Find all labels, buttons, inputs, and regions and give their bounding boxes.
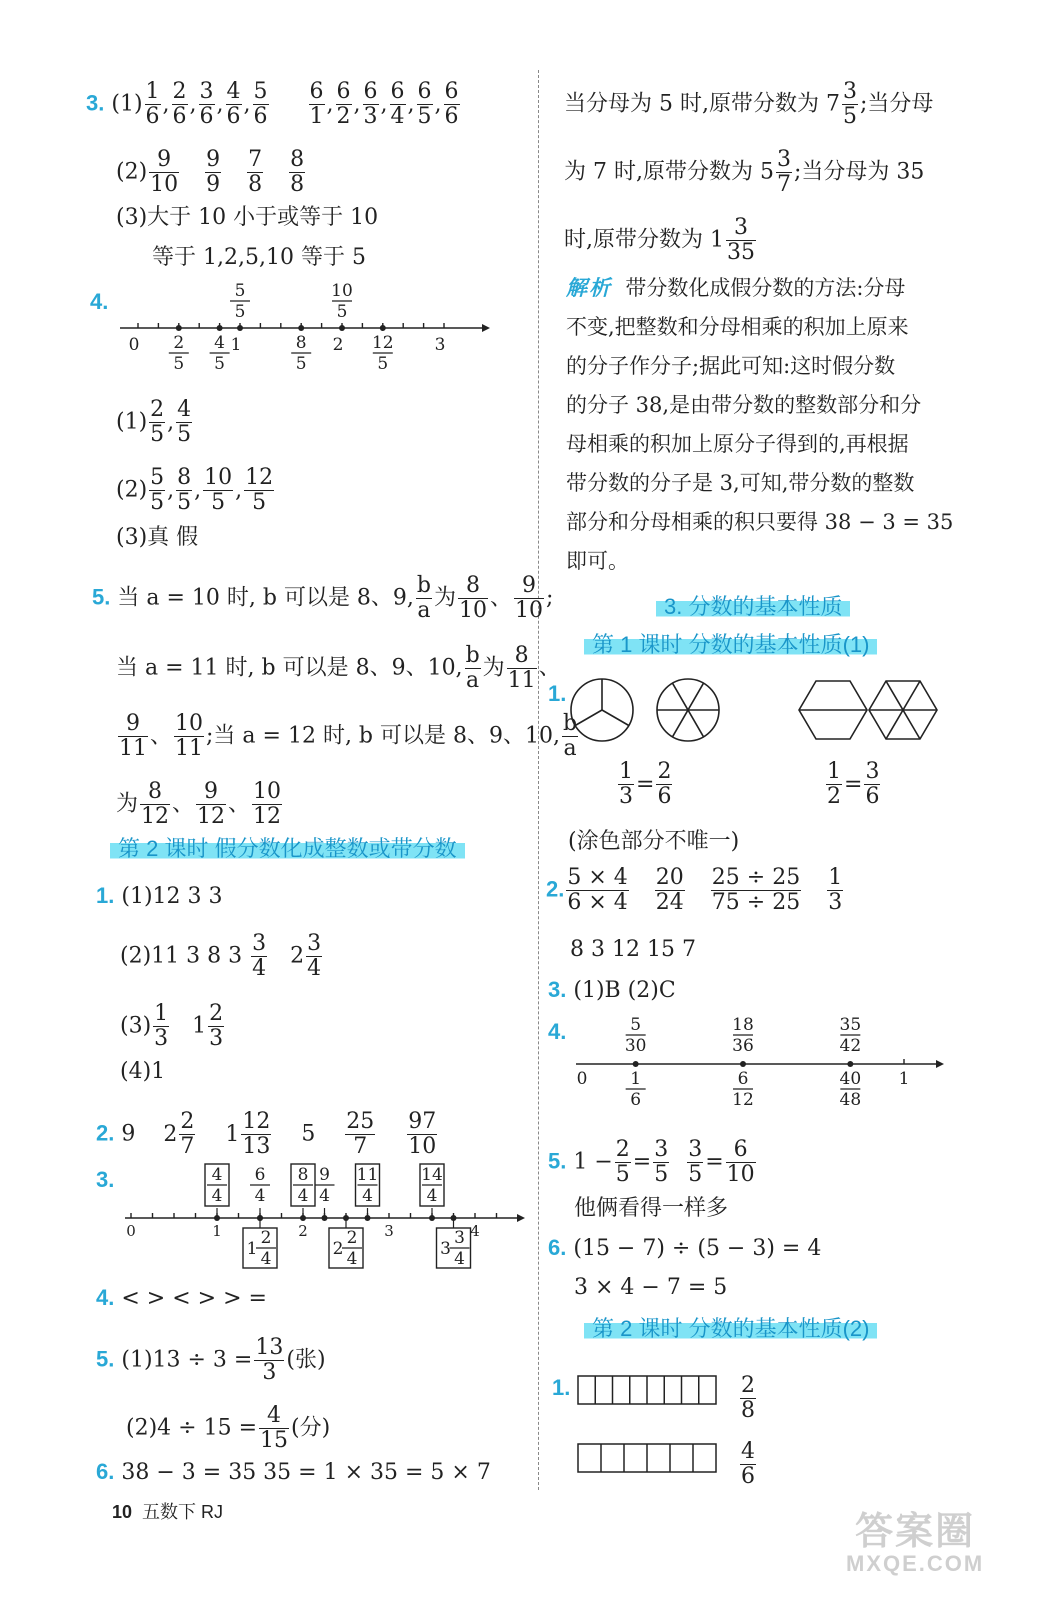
fraction: $\frac{5}{6}$ [253, 79, 268, 129]
r5-conclusion: 他俩看得一样多 [574, 1195, 729, 1220]
fraction: $\frac{3}{5}$ [842, 79, 857, 129]
tick-label: 1 [212, 1222, 222, 1240]
fraction: $\frac{b}{a}$ [562, 711, 578, 761]
r1-note: (涂色部分不唯一) [568, 829, 740, 854]
mixed-whole: 3 [440, 1239, 451, 1259]
label-below-numerator: 4 [214, 333, 226, 353]
fraction: $\frac{4}{6}$ [741, 1439, 755, 1489]
fraction-list: $\frac{1}{6}$ , $\frac{2}{6}$ , $\frac{3}{6}$ , $\frac{4}{6}$ , $\frac{5}{6}$ [145, 79, 268, 129]
label-above-denominator: 30 [624, 1036, 647, 1056]
label-above-denominator: 4 [362, 1186, 373, 1206]
hexagon-halves [799, 681, 867, 739]
label-above-denominator: 42 [839, 1036, 862, 1056]
r1-shapes [566, 672, 956, 748]
l2q3-number-line [115, 1160, 535, 1272]
label-below-numerator: 12 [371, 333, 394, 353]
analysis-line: 即可。 [566, 549, 629, 573]
page-footer [112, 1498, 223, 1526]
q4-part2: (2) $\frac{5}{5}$ , $\frac{8}{5}$ , $\frac{10}{5}$ , $\frac{12}{5}$ [116, 466, 276, 515]
point [214, 1215, 220, 1221]
r4-number-line [568, 1012, 958, 1120]
r7-grids [574, 1372, 724, 1482]
analysis-line: 解析 带分数化成假分数的方法:分母 [566, 275, 906, 300]
tick-label: 1 [230, 335, 242, 355]
label-above-denominator: 4 [319, 1186, 330, 1206]
fraction-list: $\frac{8}{10}$ 、 $\frac{9}{10}$ [459, 573, 544, 623]
analysis-line: 的分子作分子;据此可知:这时假分数 [566, 354, 896, 378]
label-above-numerator: 8 [297, 1165, 309, 1185]
analysis-line: 不变,把整数和分母相乘的积加上原来 [566, 315, 909, 339]
r5-equation: 5. 1 − $\frac{2}{5}$ = $\frac{3}{5}$ $\frac{3}{5}$ = $\frac{6}{10}$ [548, 1137, 755, 1187]
watermark-text: 答案圈 [855, 1511, 976, 1553]
q3-part3-line2: 等于 1,2,5,10 等于 5 [152, 245, 366, 270]
l2q5-part1: 5. (1)13 ÷ 3 = $\frac{13}{3}$ (张) [96, 1335, 326, 1385]
fraction: $\frac{97}{10}$ [408, 1109, 437, 1159]
analysis-line: 母相乘的积加上原分子得到的,再根据 [566, 432, 909, 456]
top-line2: 为 7 时,原带分数为 5 $\frac{3}{7}$ ;当分母为 35 [564, 147, 925, 197]
fraction: $\frac{3}{6}$ [865, 759, 880, 809]
fraction: $\frac{6}{1}$ [309, 79, 324, 129]
fraction: $\frac{7}{8}$ [248, 147, 263, 197]
mixed-number: 2 $\frac{2}{7}$ [163, 1109, 195, 1159]
r3: 3. (1)B (2)C [548, 977, 676, 1003]
fraction: $\frac{8}{10}$ [459, 573, 488, 623]
fraction: $\frac{3}{5}$ [654, 1137, 669, 1187]
point [298, 325, 304, 331]
mixed-whole: 1 [246, 1239, 258, 1259]
fraction-list: $\frac{5}{5}$ , $\frac{8}{5}$ , $\frac{10}{5}$ , $\frac{12}{5}$ [150, 465, 274, 515]
label-above-numerator: 6 [254, 1165, 266, 1185]
fraction: $\frac{9}{10}$ [150, 147, 179, 197]
l2q1-part1: 1. (1)12 3 3 [96, 883, 223, 909]
tick-label: 4 [470, 1222, 480, 1240]
tick-label: 2 [298, 1222, 308, 1240]
fraction: $\frac{2}{8}$ [741, 1373, 755, 1423]
label-above-denominator: 5 [336, 302, 348, 322]
label-above-numerator: 10 [331, 281, 353, 301]
label-below-numerator: 2 [173, 333, 185, 353]
l2q1-part3: (3) $\frac{1}{3}$ 1 $\frac{2}{3}$ [120, 1001, 224, 1051]
l2q6: 6. 38 − 3 = 35 35 = 1 × 35 = 5 × 7 [96, 1459, 491, 1485]
lesson2-right-title: 第 2 课时 分数的基本性质(2) [584, 1312, 877, 1343]
analysis-line: 带分数的分子是 3,可知,带分数的整数 [566, 471, 915, 495]
fraction: $\frac{8}{5}$ [177, 465, 192, 515]
lesson1-title: 第 1 课时 分数的基本性质(1) [584, 628, 877, 659]
point [429, 1215, 435, 1221]
analysis-block [566, 268, 976, 581]
fraction: $\frac{1}{2}$ [827, 759, 841, 809]
fraction: $\frac{8}{8}$ [290, 147, 305, 197]
fraction: $\frac{13}{3}$ [255, 1335, 284, 1385]
tick-label: 1 [898, 1069, 910, 1089]
fraction: $\frac{b}{a}$ [416, 573, 432, 623]
r1-eq1 [616, 760, 674, 809]
r6-line1: 6. (15 − 7) ÷ (5 − 3) = 4 [548, 1235, 822, 1261]
r2-fractions: 2. $\frac{5 \times 4}{6 \times 4}$ $\frac{20}{24}$ $\frac{25 \div 25}{75 \div 25}$ $\frac{1}{3}$ [546, 866, 845, 915]
tick-label: 0 [576, 1069, 588, 1089]
r1-eq2 [824, 760, 882, 809]
grid-eighths [578, 1376, 716, 1404]
label-above-numerator: 5 [234, 281, 246, 301]
fraction: $\frac{25 \div 25}{75 \div 25}$ [711, 865, 801, 915]
label-above-denominator: 5 [234, 302, 246, 322]
r6-line2: 3 × 4 − 7 = 5 [574, 1275, 728, 1300]
l2q3-number: 3. [96, 1167, 115, 1192]
label-above-numerator: 18 [732, 1015, 754, 1035]
fraction: $\frac{6}{3}$ [363, 79, 378, 129]
label-above-denominator: 4 [426, 1186, 438, 1206]
fraction: $\frac{9}{11}$ [119, 711, 147, 761]
fraction: $\frac{2}{5}$ [150, 397, 165, 447]
mixed-frac-numerator: 2 [346, 1228, 358, 1248]
mixed-frac-denominator: 4 [260, 1249, 272, 1269]
fraction: $\frac{12}{13}$ [242, 1109, 271, 1159]
fraction: $\frac{8}{12}$ [141, 779, 170, 829]
q3-part1: 3. (1) $\frac{1}{6}$ , $\frac{2}{6}$ , $\frac{3}{6}$ , $\frac{4}{6}$ , $\frac{5}{6}$ $\frac{6}{1}$ , $\frac{6}{2}$ , $\frac{6}{3}$ , $\frac{6}{4}$ , $\frac{6}{5}$ , $\frac{6}{6}$ [86, 80, 462, 129]
label-below-denominator: 5 [214, 354, 226, 374]
tick-label: 2 [332, 335, 344, 355]
fraction: $\frac{3}{4}$ [307, 931, 322, 981]
analysis-tag: 解析 [566, 275, 612, 300]
r7-frac2 [738, 1440, 758, 1489]
l2q2: 2. 9 2 $\frac{2}{7}$ 1 $\frac{12}{13}$ 5 $\frac{25}{7}$ $\frac{97}{10}$ [96, 1109, 437, 1159]
label-below-denominator: 5 [377, 354, 389, 374]
fraction-list: $\frac{1}{3}$ = $\frac{2}{6}$ [619, 759, 672, 809]
page-number: 10 [112, 1502, 133, 1522]
fraction: $\frac{3}{4}$ [252, 931, 267, 981]
mixed-number: 1 $\frac{12}{13}$ [225, 1109, 271, 1159]
tick-label: 0 [128, 335, 140, 355]
label-below-denominator: 12 [732, 1090, 754, 1110]
point [633, 1061, 639, 1067]
fraction: $\frac{1}{3}$ [828, 865, 843, 915]
l2q1-part4: (4)1 [120, 1059, 166, 1084]
q5-line3: $\frac{9}{11}$ 、 $\frac{10}{11}$ ;当 a = 12 时, b 可以是 8、9、10, $\frac{b}{a}$ [116, 712, 580, 761]
fraction: $\frac{4}{6}$ [226, 79, 241, 129]
fraction: $\frac{12}{5}$ [245, 465, 274, 515]
q4-number: 4. [90, 289, 109, 314]
fraction-list: $\frac{6}{1}$ , $\frac{6}{2}$ , $\frac{6}{3}$ , $\frac{6}{4}$ , $\frac{6}{5}$ , $\frac{6}{6}$ [309, 79, 459, 129]
mixed-frac-denominator: 4 [346, 1249, 358, 1269]
label-above-numerator: 4 [211, 1165, 223, 1185]
fraction: $\frac{20}{24}$ [655, 865, 684, 915]
fraction: $\frac{2}{5}$ [615, 1137, 630, 1187]
watermark-url: MXQE.COM [846, 1551, 985, 1576]
tick-label: 3 [434, 335, 446, 355]
fraction-list: $\frac{9}{11}$ 、 $\frac{10}{11}$ [119, 711, 204, 761]
fraction: $\frac{4}{15}$ [260, 1403, 289, 1453]
label-above-numerator: 9 [319, 1165, 330, 1185]
label-above-denominator: 4 [297, 1186, 309, 1206]
q5-line1: 5. 当 a = 10 时, b 可以是 8、9, $\frac{b}{a}$ 为 $\frac{8}{10}$ 、 $\frac{9}{10}$ ; [92, 573, 554, 623]
point [380, 325, 386, 331]
fraction: $\frac{10}{11}$ [175, 711, 204, 761]
fraction: $\frac{3}{5}$ [688, 1137, 703, 1187]
r1-number: 1. [548, 681, 567, 706]
q5-line2: 当 a = 11 时, b 可以是 8、9、10, $\frac{b}{a}$ 为 $\frac{8}{11}$ 、 [116, 643, 561, 693]
r7-number: 1. [552, 1375, 571, 1400]
label-below-numerator: 8 [295, 333, 307, 353]
fraction: $\frac{5 \times 4}{6 \times 4}$ [567, 865, 628, 915]
fraction: $\frac{b}{a}$ [465, 643, 480, 693]
fraction: $\frac{1}{6}$ [145, 79, 160, 129]
label-below-denominator: 48 [839, 1090, 862, 1110]
fraction: $\frac{25}{7}$ [346, 1109, 375, 1159]
analysis-line: 的分子 38,是由带分数的整数部分和分 [566, 393, 922, 417]
l2q5-part2: (2)4 ÷ 15 = $\frac{4}{15}$ (分) [126, 1403, 331, 1453]
mixed-frac-numerator: 3 [454, 1228, 465, 1248]
fraction: $\frac{3}{7}$ [776, 147, 791, 197]
q4-part3: (3)真 假 [116, 525, 199, 550]
q3-part3-line1: (3)大于 10 小于或等于 10 [116, 205, 379, 230]
fraction: $\frac{10}{5}$ [204, 465, 233, 515]
label-above-numerator: 14 [421, 1165, 443, 1185]
label-below-numerator: 40 [839, 1069, 862, 1089]
label-below-numerator: 1 [630, 1069, 642, 1089]
fraction-list [505, 643, 539, 693]
fraction: $\frac{9}{12}$ [197, 779, 226, 829]
section-title: 3. 分数的基本性质 [656, 590, 850, 621]
point [176, 325, 182, 331]
point [322, 1215, 328, 1221]
label-below-denominator: 5 [295, 354, 307, 374]
fraction-list: $\frac{2}{5}$ , $\frac{4}{5}$ [150, 397, 192, 447]
lesson2-title: 第 2 课时 假分数化成整数或带分数 [110, 832, 465, 863]
label-below-denominator: 5 [173, 354, 185, 374]
point [217, 325, 223, 331]
fraction: $\frac{6}{4}$ [390, 79, 405, 129]
q5-line4: 为 $\frac{8}{12}$ 、 $\frac{9}{12}$ 、 $\frac{10}{12}$ [116, 780, 284, 829]
fraction: $\frac{3}{6}$ [199, 79, 214, 129]
fraction: $\frac{9}{9}$ [206, 147, 221, 197]
mixed-whole: 2 [332, 1239, 344, 1259]
fraction: $\frac{5}{5}$ [150, 465, 165, 515]
grid-sixths [578, 1444, 716, 1472]
label-above-numerator: 11 [356, 1165, 379, 1185]
circle-thirds [571, 679, 633, 741]
fraction: $\frac{10}{12}$ [253, 779, 282, 829]
q4-part1: (1) $\frac{2}{5}$ , $\frac{4}{5}$ [116, 398, 194, 447]
fraction: $\frac{6}{6}$ [444, 79, 459, 129]
top-line1: 当分母为 5 时,原带分数为 7 $\frac{3}{5}$ ;当分母 [564, 79, 934, 129]
fraction: $\frac{6}{10}$ [726, 1137, 755, 1187]
fraction-list: $\frac{1}{2}$ = $\frac{3}{6}$ [827, 759, 880, 809]
fraction: $\frac{2}{3}$ [209, 1001, 224, 1051]
label-above-denominator: 36 [732, 1036, 754, 1056]
r7-frac1 [738, 1374, 758, 1423]
label-above-numerator: 35 [839, 1015, 862, 1035]
fraction: $\frac{1}{3}$ [619, 759, 633, 809]
fraction: $\frac{6}{2}$ [336, 79, 351, 129]
point [300, 1215, 306, 1221]
fraction: $\frac{8}{11}$ [507, 643, 536, 693]
r2-row2: 8 3 12 15 7 [570, 937, 696, 962]
tick-label: 3 [384, 1222, 394, 1240]
tick-label: 0 [126, 1222, 136, 1240]
q4-number-line [110, 280, 510, 380]
fraction: $\frac{1}{3}$ [154, 1001, 169, 1051]
label-above-denominator: 4 [254, 1186, 266, 1206]
fraction: $\frac{6}{5}$ [417, 79, 432, 129]
label-above-denominator: 4 [211, 1186, 223, 1206]
r4-number: 4. [548, 1019, 567, 1044]
point [740, 1061, 746, 1067]
fraction: $\frac{9}{10}$ [515, 573, 544, 623]
q3-part2: (2) $\frac{9}{10}$ $\frac{9}{9}$ $\frac{7}{8}$ $\frac{8}{8}$ [116, 148, 307, 197]
fraction: $\frac{2}{6}$ [172, 79, 187, 129]
fraction: $\frac{3}{35}$ [726, 215, 755, 265]
mixed-frac-numerator: 2 [260, 1228, 272, 1248]
point [339, 325, 345, 331]
fraction: $\frac{2}{6}$ [657, 759, 672, 809]
analysis-line: 部分和分母相乘的积只要得 38 − 3 = 35 [566, 510, 954, 534]
book-label: 五数下 RJ [142, 1502, 224, 1522]
point [237, 325, 243, 331]
column-divider [538, 70, 539, 1490]
label-below-denominator: 6 [630, 1090, 642, 1110]
point [847, 1061, 853, 1067]
mixed-frac-denominator: 4 [454, 1249, 465, 1269]
fraction: $\frac{4}{5}$ [177, 397, 192, 447]
fraction: $\frac{2}{7}$ [180, 1109, 195, 1159]
l2q4: 4. < > < > > = [96, 1285, 267, 1311]
hexagon-sixths [869, 681, 937, 739]
label-above-numerator: 5 [630, 1015, 642, 1035]
label-below-numerator: 6 [737, 1069, 749, 1089]
fraction-list: $\frac{8}{12}$ 、 $\frac{9}{12}$ 、 $\frac{10}{12}$ [141, 779, 282, 829]
top-line3: 时,原带分数为 1 $\frac{3}{35}$ [564, 215, 755, 265]
circle-sixths [657, 679, 719, 741]
point [365, 1215, 371, 1221]
l2q1-part2: (2)11 3 8 3 $\frac{3}{4}$ 2 $\frac{3}{4}$ [120, 931, 322, 981]
watermark [846, 1500, 984, 1577]
